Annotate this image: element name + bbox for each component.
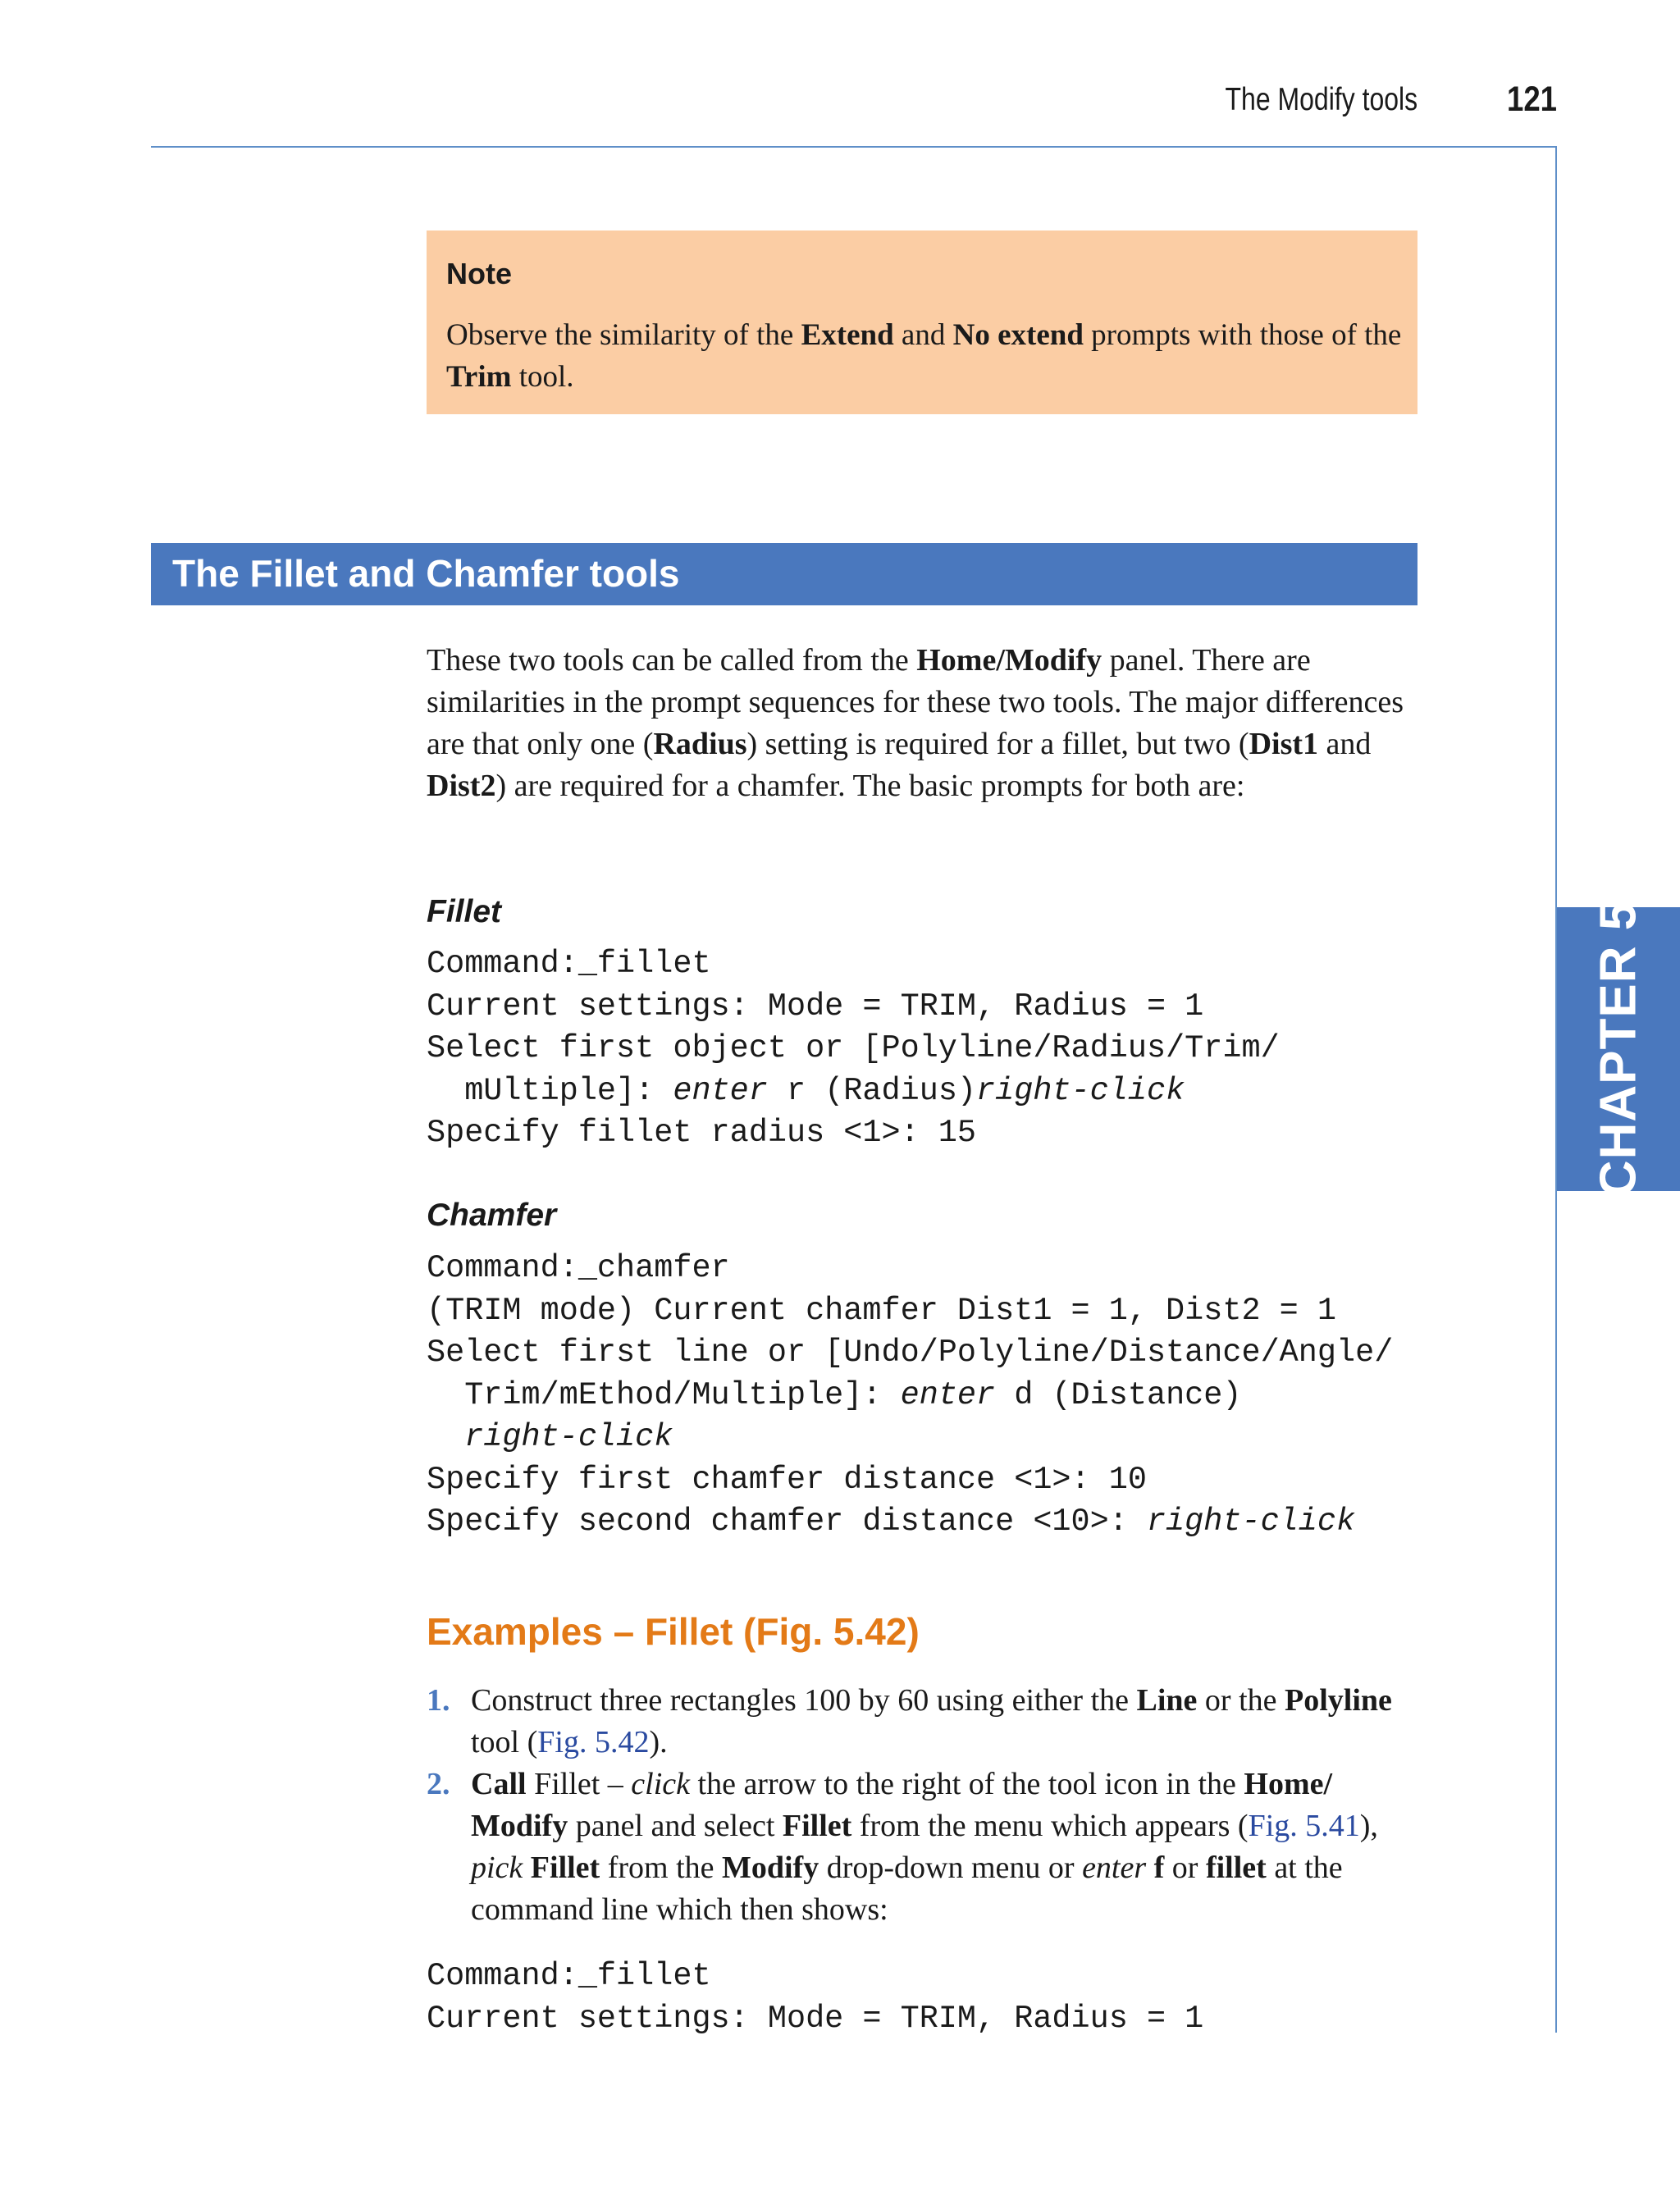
chamfer-subheading: Chamfer (427, 1198, 557, 1233)
list-number: 2. (427, 1767, 450, 1801)
examples-heading: Examples – Fillet (Fig. 5.42) (427, 1610, 920, 1653)
fillet-code-block: Command:_fillet Current settings: Mode = TRIM, Radius = 1 Select first object or [Polyline/Radius/Trim/ mUltiple]: enter r (Radius)right-click Specify fillet radius <1>: 15 (427, 946, 1280, 1151)
header-rule (151, 146, 1557, 148)
list-number: 1. (427, 1683, 450, 1718)
figure-link[interactable]: Fig. 5.42 (537, 1725, 650, 1759)
chapter-tab (1557, 901, 1680, 1198)
fillet-command-code-block: Command:_fillet Current settings: Mode = TRIM, Radius = 1 (427, 1958, 1204, 2037)
intro-paragraph: These two tools can be called from the Home/Modify panel. There are similarities in the prompt sequences for these two tools. The major differences are that only one (Radius) setting is required for a fillet, but two (Dist1 and Dist2) are required for a chamfer. The basic prompts for both are: (427, 643, 1404, 803)
note-title: Note (446, 257, 512, 290)
note-box (427, 230, 1418, 414)
fillet-subheading: Fillet (427, 894, 502, 929)
section-heading: The Fillet and Chamfer tools (172, 552, 680, 595)
list-item: 2. Call Fillet – click the arrow to the right of the tool icon in the Home/ Modify panel and select Fillet from the menu which appears (Fig. 5.41), pick Fillet from the Modify drop-down menu or enter f or fillet at the command line which then shows: (427, 1764, 1419, 1931)
page-number: 121 (1507, 80, 1557, 119)
section-heading-bar (151, 543, 1418, 605)
note-text: Observe the similarity of the Extend and No extend prompts with those of the Trim tool. (446, 318, 1402, 394)
chapter-tab-label: CHAPTER 5 (1590, 901, 1647, 1198)
running-header-title: The Modify tools (1225, 82, 1418, 117)
chamfer-code-block: Command:_chamfer (TRIM mode) Current chamfer Dist1 = 1, Dist2 = 1 Select first line or [Undo/Polyline/Distance/Angle/ Trim/mEthod/Multiple]: enter d (Distance) right-click Specify first chamfer distance <1>: 10 Specify second chamfer distance <10>: right-click (427, 1250, 1394, 1540)
figure-link[interactable]: Fig. 5.41 (1248, 1809, 1360, 1843)
list-item: 1. Construct three rectangles 100 by 60 using either the Line or the Polyline tool (Fig. 5.42). (427, 1680, 1419, 1764)
